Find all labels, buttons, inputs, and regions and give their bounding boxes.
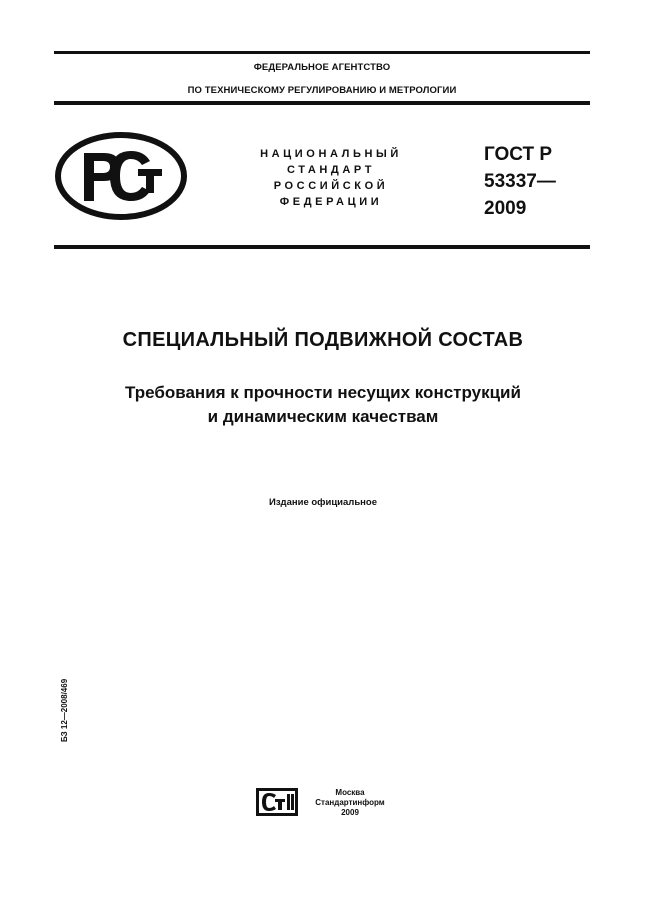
agency-name-line-1: ФЕДЕРАЛЬНОЕ АГЕНТСТВО [253, 62, 391, 73]
standard-block-rule [54, 245, 590, 249]
document-subtitle [0, 381, 646, 429]
publisher-city: Москва [335, 788, 365, 797]
agency-name-line-2: ПО ТЕХНИЧЕСКОМУ РЕГУЛИРОВАНИЮ И МЕТРОЛОГИИ [187, 85, 457, 96]
publisher-name: Стандартинформ [315, 798, 385, 807]
side-print-code: БЗ 12—2008/469 [60, 678, 69, 742]
publisher-imprint [302, 788, 398, 818]
document-title: СПЕЦИАЛЬНЫЙ ПОДВИЖНОЙ СОСТАВ [122, 329, 524, 351]
subtitle-line: и динамическим качествам [207, 407, 439, 426]
designation-line: ГОСТ Р [484, 144, 553, 165]
designation-line: 53337— [484, 171, 556, 192]
publisher-year: 2009 [341, 808, 359, 817]
standard-type-line: ФЕДЕРАЦИИ [279, 196, 383, 208]
top-rule [54, 51, 590, 54]
standard-type-line: СТАНДАРТ [286, 164, 376, 176]
standard-type-line: НАЦИОНАЛЬНЫЙ [260, 148, 402, 160]
designation-line: 2009 [484, 198, 527, 219]
subtitle-line: Требования к прочности несущих конструкций [125, 383, 521, 402]
standard-designation [484, 141, 556, 222]
standard-type-label [238, 146, 424, 210]
edition-note: Издание официальное [269, 497, 377, 508]
rst-certification-mark-icon [54, 131, 188, 221]
header-rule [54, 101, 590, 105]
standartinform-logo-icon [256, 788, 298, 816]
standard-type-line: РОССИЙСКОЙ [273, 180, 389, 192]
